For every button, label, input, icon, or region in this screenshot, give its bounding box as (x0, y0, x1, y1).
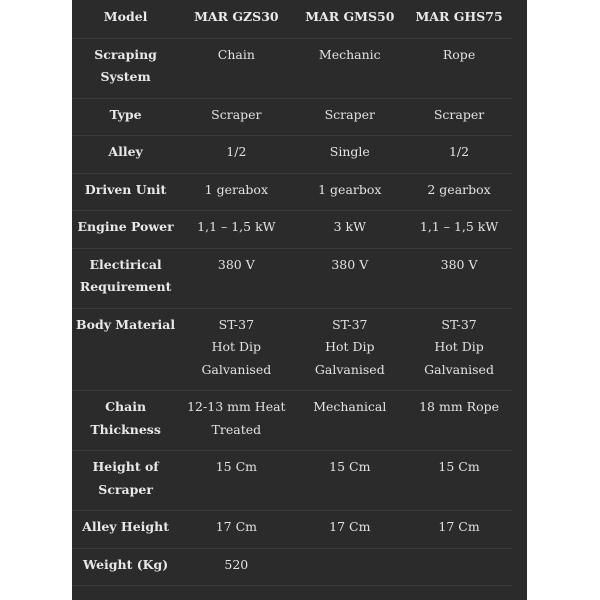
row-label-line: Type (109, 106, 142, 122)
cell-line: Scraper (211, 106, 262, 122)
cell-line: 1/2 (448, 144, 470, 159)
spec-table-body (72, 38, 512, 586)
table-row (72, 391, 512, 451)
table-row (72, 451, 512, 511)
table-row (72, 173, 512, 211)
row-label-line: Chain (105, 399, 147, 414)
value-cell (179, 136, 293, 174)
row-label-line: Alley (108, 144, 143, 159)
row-label (72, 248, 179, 308)
row-label-line: Thickness (90, 421, 161, 437)
row-label-line: Engine Power (77, 219, 174, 234)
row-label-line: Height of (92, 459, 159, 474)
value-cell (406, 451, 512, 511)
value-cell (293, 173, 406, 211)
cell-line: 15 Cm (215, 459, 257, 474)
value-cell (293, 211, 406, 249)
table-row (72, 211, 512, 249)
value-cell (179, 511, 293, 549)
value-cell (406, 248, 512, 308)
value-cell (406, 173, 512, 211)
cell-line: 520 (224, 556, 249, 572)
value-cell (293, 248, 406, 308)
table-row (72, 248, 512, 308)
value-cell (293, 391, 406, 451)
header-row (72, 0, 512, 38)
cell-line: 17 Cm (438, 519, 480, 534)
value-cell (406, 548, 512, 586)
cell-line: 3 kW (333, 219, 366, 234)
value-cell (406, 211, 512, 249)
table-row (72, 136, 512, 174)
cell-line: Mechanical (313, 399, 387, 414)
cell-line: Scraper (324, 106, 375, 122)
value-cell (293, 548, 406, 586)
column-header: Model (72, 0, 179, 38)
cell-line: 1/2 (226, 144, 247, 159)
cell-line: 2 gearbox (427, 181, 491, 197)
cell-line: 380 V (440, 256, 478, 272)
value-cell (406, 511, 512, 549)
row-label (72, 211, 179, 249)
row-label (72, 391, 179, 451)
value-cell (179, 248, 293, 308)
column-header: MAR GMS50 (293, 0, 406, 38)
cell-line: 1,1 – 1,5 kW (197, 219, 276, 234)
row-label (72, 451, 179, 511)
spec-panel (72, 0, 527, 600)
table-row (72, 511, 512, 549)
row-label (72, 308, 179, 391)
value-cell (293, 451, 406, 511)
row-label-line: Body Material (76, 316, 176, 332)
row-label-line: Requirement (79, 279, 172, 294)
row-label-line: Alley Height (82, 519, 170, 534)
value-cell (179, 451, 293, 511)
table-row (72, 98, 512, 136)
cell-line: Galvanised (424, 361, 494, 377)
cell-line: Scraper (433, 106, 485, 122)
value-cell (179, 211, 293, 249)
value-cell (293, 98, 406, 136)
cell-line: Rope (442, 46, 476, 62)
row-label-line: Weight (Kg) (83, 556, 169, 572)
value-cell (179, 98, 293, 136)
value-cell (293, 511, 406, 549)
value-cell (179, 38, 293, 98)
value-cell (406, 98, 512, 136)
cell-line: 15 Cm (438, 459, 480, 474)
table-row (72, 548, 512, 586)
value-cell (293, 38, 406, 98)
cell-line: ST-37 (441, 316, 477, 332)
cell-line: Mechanic (318, 46, 381, 62)
cell-line: 1 gerabox (204, 181, 269, 197)
cell-line: Galvanised (314, 361, 385, 377)
cell-line: Hot Dip (211, 339, 262, 354)
cell-line: Galvanised (201, 361, 272, 377)
cell-line: 12-13 mm Heat (187, 399, 286, 414)
row-label (72, 511, 179, 549)
cell-line: Single (329, 144, 370, 159)
cell-line: 18 mm Rope (419, 399, 499, 414)
row-label-line: System (100, 69, 151, 84)
cell-line: ST-37 (218, 316, 255, 332)
spec-table (72, 0, 512, 586)
column-header: MAR GZS30 (179, 0, 293, 38)
value-cell (179, 391, 293, 451)
cell-line: Hot Dip (434, 339, 484, 354)
row-label (72, 38, 179, 98)
cell-line: Hot Dip (325, 339, 375, 354)
value-cell (293, 136, 406, 174)
table-row (72, 38, 512, 98)
row-label-line: Electirical (89, 256, 162, 272)
row-label (72, 136, 179, 174)
cell-line: Chain (217, 46, 255, 62)
cell-line: 380 V (217, 256, 255, 272)
value-cell (406, 308, 512, 391)
cell-line: 17 Cm (329, 519, 371, 534)
cell-line: 1 gearbox (318, 181, 382, 197)
cell-line: 1,1 – 1,5 kW (419, 219, 499, 234)
table-row (72, 308, 512, 391)
value-cell (406, 391, 512, 451)
value-cell (406, 136, 512, 174)
cell-line: 15 Cm (329, 459, 371, 474)
row-label (72, 548, 179, 586)
value-cell (179, 308, 293, 391)
row-label (72, 98, 179, 136)
value-cell (179, 173, 293, 211)
row-label-line: Driven Unit (84, 181, 167, 197)
value-cell (406, 38, 512, 98)
cell-line: Treated (211, 421, 262, 437)
column-header: MAR GHS75 (406, 0, 512, 38)
row-label-line: Scraper (98, 481, 153, 497)
cell-line: 380 V (331, 256, 369, 272)
value-cell (293, 308, 406, 391)
row-label (72, 173, 179, 211)
cell-line: ST-37 (332, 316, 368, 332)
cell-line: 17 Cm (215, 519, 257, 534)
value-cell (179, 548, 293, 586)
row-label-line: Scraping (94, 46, 157, 62)
